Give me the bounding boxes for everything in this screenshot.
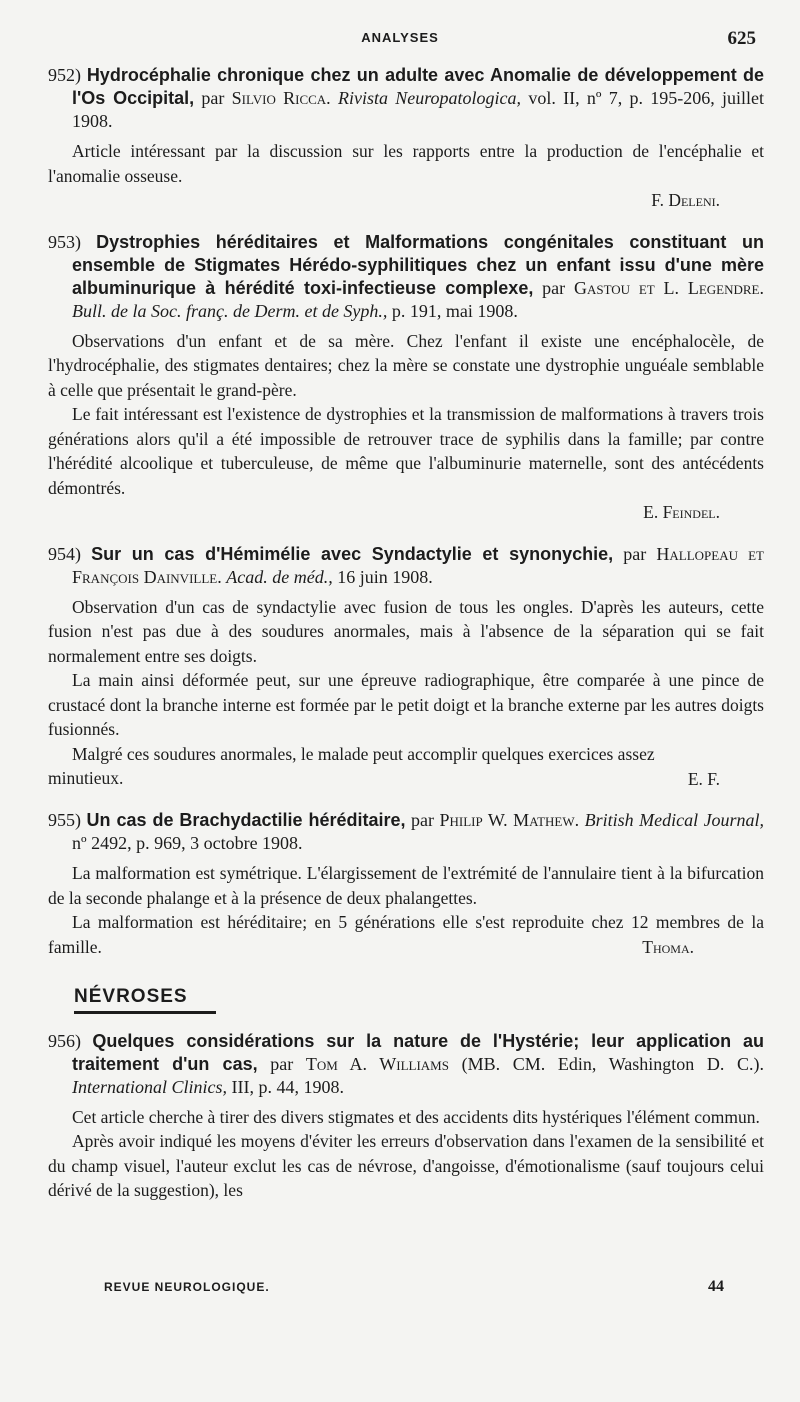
article-955 <box>48 809 764 960</box>
abstract-paragraph <box>48 139 764 188</box>
paragraph-text: Article intéressant par la discussion sur les rapports entre la production de l'encéphalie et l'anomalie osseuse. <box>48 141 764 186</box>
article-authors: Gastou et L. Legendre. <box>573 277 764 298</box>
by-word: par <box>411 810 434 830</box>
running-header <box>0 28 800 50</box>
section-title: NÉVROSES <box>74 985 188 1007</box>
reviewer-signature: E. F. <box>687 768 720 789</box>
article-number: 955) <box>48 810 81 830</box>
abstract-paragraph: Observation d'un cas de syndactylie avec fusion de tous les ongles. D'après les auteurs, cette fusion n'est pas due à des soudures anormales, mais à l'absence de la séparation qui se fait normalement entre ses doigts. <box>48 596 764 666</box>
article-heading <box>48 64 764 133</box>
article-title: Dystrophies héréditaires et Malformations congénitales constituant un ensemble de Stigmates Hérédo-syphilitiques chez un enfant issu d'une mère albuminurique à hérédité toxi-infectieuse complexe, <box>72 231 764 298</box>
article-heading <box>48 231 764 323</box>
abstract-paragraph: Cet article cherche à tirer des divers stigmates et des accidents dits hystériques l'élément commun. <box>72 1106 760 1127</box>
reviewer-signature: Thoma. <box>642 937 694 957</box>
abstract-paragraph: La malformation est symétrique. L'élargissement de l'extrémité de l'annulaire tient à la bifurcation de la seconde phalange et à la présence de deux phalangettes. <box>48 863 764 908</box>
article-title: Un cas de Brachydactilie héréditaire, <box>86 810 406 830</box>
article-reference: III, p. 44, 1908. <box>231 1076 344 1097</box>
author-credentials: (MB. CM. Edin, Washington D. C.). <box>461 1053 765 1074</box>
abstract-paragraph <box>48 742 764 791</box>
running-title: ANALYSES <box>361 30 439 45</box>
article-number: 954) <box>48 543 81 564</box>
article-heading <box>48 1030 764 1099</box>
by-word: par <box>270 1053 294 1074</box>
article-journal: British Medical Journal, <box>584 810 765 830</box>
abstract-paragraph: La main ainsi déformée peut, sur une épreuve radiographique, être comparée à une pince de crustacé dont la branche interne est formée par le petit doigt et la branche externe par les autres doigts fusionnés. <box>48 670 764 739</box>
paragraph-text: Malgré ces soudures anormales, le malade peut accomplir quelques exercices assez minutieux. <box>48 743 655 788</box>
article-title: Hydrocéphalie chronique chez un adulte avec Anomalie de développement de l'Os Occipital, <box>72 65 765 108</box>
article-number: 956) <box>48 1030 81 1051</box>
footer-journal: REVUE NEUROLOGIQUE. <box>104 1280 270 1294</box>
article-journal: International Clinics, <box>72 1076 227 1097</box>
article-journal: Rivista Neuropatologica, <box>337 88 522 108</box>
section-header <box>74 986 764 1014</box>
abstract-paragraph: Après avoir indiqué les moyens d'éviter les erreurs d'observation dans l'examen de la sensibilité et du champ visuel, l'auteur exclut les cas de névrose, d'angoisse, d'émotionalisme (sauf toujours celui dérivé de la suggestion), les <box>48 1131 764 1200</box>
article-953 <box>48 231 764 525</box>
article-heading <box>48 543 764 589</box>
article-number: 952) <box>48 65 81 85</box>
article-956 <box>48 1030 764 1203</box>
paragraph-text: La malformation est héréditaire; en 5 générations elle s'est reproduite chez 12 membres de la famille. <box>48 912 764 957</box>
by-word: par <box>542 277 566 298</box>
article-reference: vol. II, nº 7, p. 195-206, juillet 1908. <box>72 88 765 131</box>
article-reference: nº 2492, p. 969, 3 octobre 1908. <box>72 833 303 853</box>
article-authors: Tom A. Williams <box>305 1053 449 1074</box>
abstract-paragraph: Observations d'un enfant et de sa mère. Chez l'enfant il existe une encéphalocèle, de l'hydrocéphalie, des stigmates dentaires; chez la mère se constate une dystrophie unguéale semblable à celle que présentait le grand-père. <box>48 330 764 400</box>
article-authors: Silvio Ricca. <box>231 88 331 108</box>
section-rule <box>74 1011 216 1014</box>
main-content <box>48 64 764 1221</box>
article-title: Sur un cas d'Hémimélie avec Syndactylie et synonychie, <box>91 543 614 564</box>
page-footer <box>104 1280 724 1302</box>
article-journal: Bull. de la Soc. franç. de Derm. et de Syph., <box>72 300 388 321</box>
article-954 <box>48 543 764 792</box>
article-952 <box>48 64 764 213</box>
signature-mark: 44 <box>708 1278 724 1295</box>
article-title: Quelques considérations sur la nature de l'Hystérie; leur application au traitement d'un cas, <box>72 1030 764 1074</box>
by-word: par <box>201 88 225 108</box>
by-word: par <box>623 543 647 564</box>
article-journal: Acad. de méd., <box>226 566 333 587</box>
reviewer-signature: E. Feindel. <box>643 502 720 522</box>
article-authors: Hallopeau et François Dainville. <box>72 543 765 587</box>
reviewer-signature: F. Deleni. <box>651 190 720 210</box>
article-reference: p. 191, mai 1908. <box>391 300 518 321</box>
abstract-paragraph: Le fait intéressant est l'existence de dystrophies et la transmission de malformations à travers trois générations alors qu'il a été impossible de retrouver trace de syphilis dans la famille; par contre l'hérédité alcoolique et tuberculeuse, de même que l'albuminurie maternelle, sont des antécédents démontrés. <box>48 404 764 498</box>
page-number: 625 <box>727 28 756 49</box>
article-reference: 16 juin 1908. <box>337 566 433 587</box>
article-number: 953) <box>48 231 81 252</box>
article-heading <box>48 809 764 855</box>
article-authors: Philip W. Mathew. <box>439 810 580 830</box>
